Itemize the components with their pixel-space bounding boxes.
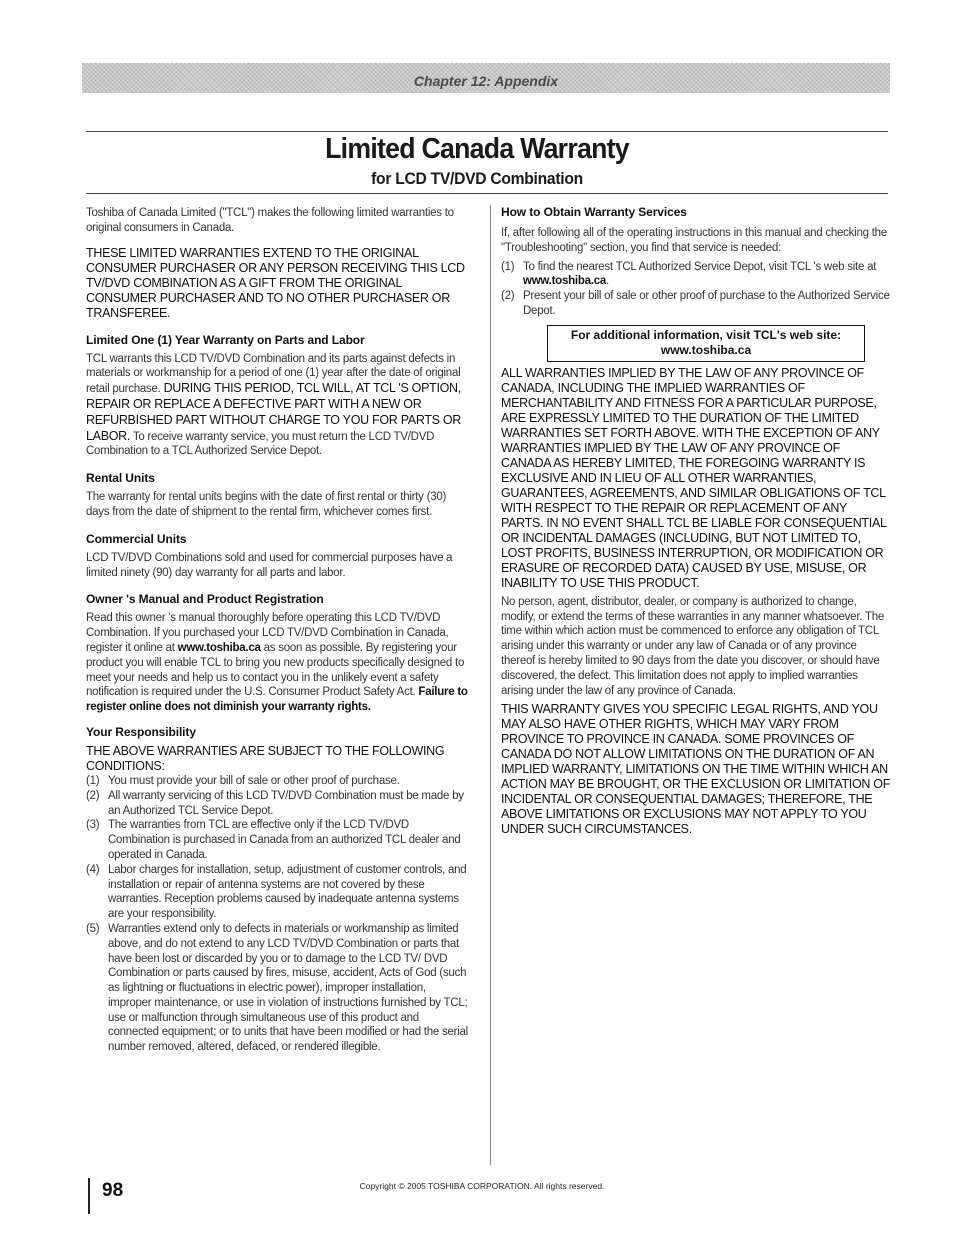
intro-text: Toshiba of Canada Limited ("TCL") makes the following limited warranties to original consumers in Canada.: [86, 207, 454, 234]
section-heading-service: How to Obtain Warranty Services: [501, 205, 687, 219]
list-item-number: (2): [501, 290, 515, 303]
list-item-text: To find the nearest TCL Authorized Service Depot, visit TCL 's web site at www.toshiba.ca.: [523, 260, 877, 288]
registration-text: [86, 611, 472, 715]
one-year-caps: DURING THIS PERIOD, TCL WILL, AT TCL 'S OPTION, REPAIR OR REPLACE A DEFECTIVE PART WITH A NEW OR REFURBISHED PART WITHOUT CHARGE TO YOU FOR PARTS OR LABOR.: [86, 381, 462, 443]
column-divider: [490, 205, 491, 1165]
list-item-number: (1): [501, 260, 515, 273]
list-item: [86, 922, 472, 1055]
list-item-number: (4): [86, 863, 100, 876]
implied-warranty-caps: ALL WARRANTIES IMPLIED BY THE LAW OF ANY PROVINCE OF CANADA, INCLUDING THE IMPLIED WARRANTIES OF MERCHANTABILITY AND FITNESS FOR A PARTICULAR PURPOSE, ARE EXPRESSLY LIMITED TO THE DURATION OF THE LIMITED WARRANTIES SET FORTH ABOVE. WITH THE EXCEPTION OF ANY WARRANTIES IMPLIED BY THE LAW OF ANY PROVINCE OF CANADA AS HEREBY LIMITED, THE FOREGOING WARRANTY IS EXCLUSIVE AND IN LIEU OF ALL OTHER WARRANTIES, GUARANTEES, AGREEMENTS, AND SIMILAR OBLIGATIONS OF TCL WITH RESPECT TO THE REPAIR OR REPLACEMENT OF ANY PARTS. IN NO EVENT SHALL TCL BE LIABLE FOR CONSEQUENTIAL OR INCIDENTAL DAMAGES (INCLUDING, BUT NOT LIMITED TO, LOST PROFITS, BUSINESS INTERRUPTION, OR MODIFICATION OR ERASURE OF RECORDED DATA) CAUSED BY USE, MISUSE, OR INABILITY TO USE THIS PRODUCT.: [501, 365, 887, 590]
section-heading-rental: Rental Units: [86, 471, 155, 486]
section-heading-commercial: Commercial Units: [86, 531, 187, 546]
list-item: [501, 289, 891, 319]
list-item-text: Labor charges for installation, setup, adjustment of customer controls, and installation or repair of antenna systems are not covered by these warranties. Reception problems caused by inadequate antenna systems are your responsibility.: [108, 863, 467, 921]
info-box-url-link[interactable]: www.toshiba.ca: [660, 342, 752, 357]
responsibility-caps: THE ABOVE WARRANTIES ARE SUBJECT TO THE FOLLOWING CONDITIONS:: [86, 743, 445, 773]
list-item: [86, 818, 472, 862]
list-item-text: All warranty servicing of this LCD TV/DVD Combination must be made by an Authorized TCL Service Depot.: [108, 789, 464, 817]
right-column: [501, 205, 891, 837]
service-text: If, after following all of the operating instructions in this manual and checking the "Troubleshooting" section, you find that service is needed:: [501, 227, 887, 254]
title-rule: [86, 193, 888, 194]
section-heading-registration: Owner 's Manual and Product Registration: [86, 592, 324, 607]
list-item-text: Warranties extend only to defects in materials or workmanship as limited above, and do not extend to any LCD TV/DVD Combination or parts that have been lost or discarded by you or to damage to the LCD TV/ DVD Combination or parts caused by fires, misuse, accident, Acts of God (such as lightning or fluctuations in electric power), improper installation, improper maintenance, or use in violation of instructions furnished by TCL; use or malfunction through simultaneous use of this product and connected equipment; or to units that have been modified or had the serial number removed, altered, defaced, or rendered illegible.: [108, 922, 468, 1054]
list-item-text: You must provide your bill of sale or other proof of purchase.: [108, 774, 400, 787]
section-heading-responsibility: Your Responsibility: [86, 724, 196, 739]
service-step-text: To find the nearest TCL Authorized Service Depot, visit TCL 's web site at: [523, 260, 877, 273]
service-url-link[interactable]: www.toshiba.ca: [523, 275, 606, 288]
one-year-text-b: To receive warranty service, you must return the LCD TV/DVD Combination to a TCL Authorized Service Depot.: [86, 430, 435, 458]
list-item: [501, 260, 891, 290]
section-heading-one-year: Limited One (1) Year Warranty on Parts and Labor: [86, 332, 365, 347]
page-number: 98: [102, 1180, 124, 1201]
commercial-text: LCD TV/DVD Combinations sold and used for commercial purposes have a limited ninety (90) day warranty for all parts and labor.: [86, 551, 453, 579]
page-title: Limited Canada Warranty: [325, 133, 629, 165]
registration-bold-note: Failure to register online does not diminish your warranty rights.: [86, 686, 468, 714]
list-item-number: (1): [86, 774, 100, 787]
registration-text-b: as soon as possible. By registering your product you will enable TCL to bring you new products specifically designed to meet your needs and help us to contact you in the unlikely event a safety notification is required under the U.S. Consumer Product Safety Act.: [86, 641, 465, 699]
intro-caps-text: THESE LIMITED WARRANTIES EXTEND TO THE ORIGINAL CONSUMER PURCHASER OR ANY PERSON RECEIVING THIS LCD TV/DVD COMBINATION AS A GIFT FROM THE ORIGINAL CONSUMER PURCHASER AND TO NO OTHER PURCHASER OR TRANSFEREE.: [86, 245, 465, 320]
info-box: [547, 325, 865, 362]
list-item-number: (3): [86, 819, 100, 832]
chapter-title: Chapter 12: Appendix: [413, 73, 559, 89]
list-item: [86, 863, 472, 922]
list-item: [86, 774, 472, 789]
rental-text: The warranty for rental units begins with the date of first rental or thirty (30) days from the date of shipment to the rental firm, whichever comes first.: [86, 491, 447, 518]
list-item-text: The warranties from TCL are effective only if the LCD TV/DVD Combination is purchased in Canada from an authorized TCL dealer and operated in Canada.: [108, 819, 461, 861]
page-subtitle: for LCD TV/DVD Combination: [371, 169, 583, 188]
list-item-text: Present your bill of sale or other proof of purchase to the Authorized Service Depot.: [523, 290, 890, 317]
list-item-number: (5): [86, 922, 100, 935]
one-year-text: [86, 352, 472, 460]
list-item-number: (2): [86, 789, 100, 802]
info-box-line: For additional information, visit TCL's web site:: [570, 327, 842, 342]
list-item: [86, 789, 472, 819]
registration-text-a: Read this owner 's manual thoroughly before operating this LCD TV/DVD Combination. If you purchased your LCD TV/DVD Combination in Canada, register it online at: [86, 612, 449, 654]
legal-rights-caps: THIS WARRANTY GIVES YOU SPECIFIC LEGAL RIGHTS, AND YOU MAY ALSO HAVE OTHER RIGHTS, WHICH MAY VARY FROM PROVINCE TO PROVINCE IN CANADA. SOME PROVINCES OF CANADA DO NOT ALLOW LIMITATIONS ON THE DURATION OF AN IMPLIED WARRANTY, LIMITATIONS ON THE TIME WITHIN WHICH AN ACTION MAY BE BROUGHT, OR THE EXCLUSION OR LIMITATION OF INCIDENTAL OR CONSEQUENTIAL DAMAGES; THEREFORE, THE ABOVE LIMITATIONS OR EXCLUSIONS MAY NOT APPLY TO YOU UNDER SUCH CIRCUMSTANCES.: [501, 702, 891, 837]
authority-text: No person, agent, distributor, dealer, or company is authorized to change, modify, or extend the terms of these warranties in any manner whatsoever. The time within which action must be commenced to enforce any obligation of TCL arising under this warranty or under any law of Canada or of any province thereof is hereby limited to 90 days from the date you discover, or should have discovered, the defect. This limitation does not apply to implied warranties arising under the law of any province of Canada.: [501, 595, 885, 697]
one-year-text-a: TCL warrants this LCD TV/DVD Combination and its parts against defects in materials or workmanship for a period of one (1) year after the date of original retail purchase.: [86, 352, 461, 396]
left-column: [86, 206, 472, 1055]
top-rule: [86, 131, 888, 132]
registration-url-link[interactable]: www.toshiba.ca: [177, 641, 261, 654]
copyright-text: Copyright © 2005 TOSHIBA CORPORATION. All rights reserved.: [359, 1181, 605, 1191]
